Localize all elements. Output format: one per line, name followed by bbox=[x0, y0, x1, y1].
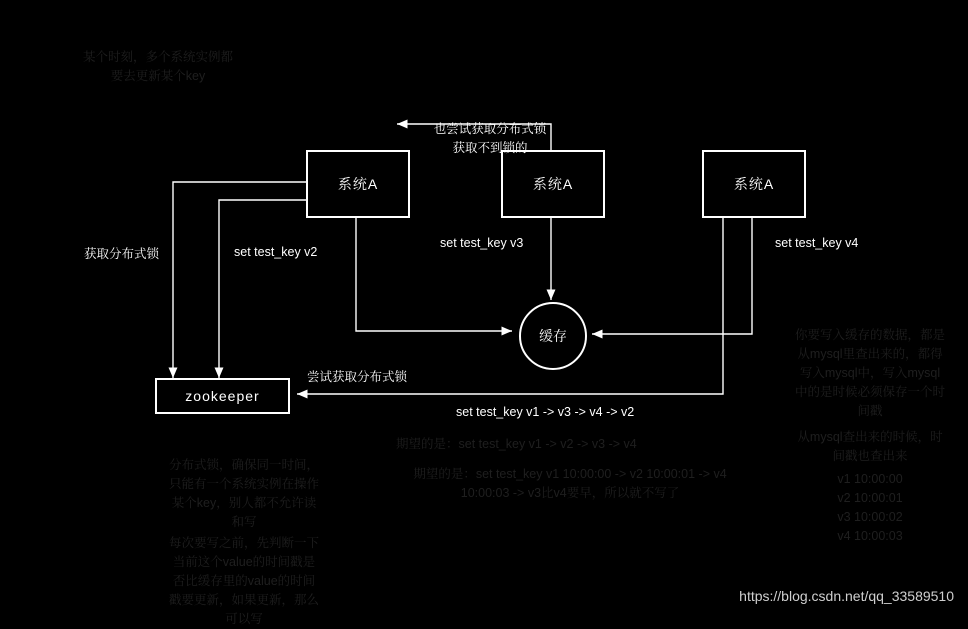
node-system-a-2[interactable] bbox=[501, 150, 605, 218]
edge-label-set-v2: set test_key v2 bbox=[234, 245, 318, 259]
watermark: https://blog.csdn.net/qq_33589510 bbox=[739, 588, 954, 604]
edge-label-set-v3: set test_key v3 bbox=[440, 236, 524, 250]
note-expected-timestamps: 期望的是：set test_key v1 10:00:00 -> v2 10:00:01 -> v4 10:00:03 -> v3比v4要早，所以就不写了 bbox=[413, 467, 727, 500]
node-system-a-3[interactable] bbox=[702, 150, 806, 218]
node-label: 系统A bbox=[337, 176, 379, 192]
note-left-distributed-lock: 分布式锁，确保同一时间， 只能有一个系统实例在操作 某个key，别人都不允许读 和写 bbox=[168, 458, 319, 529]
note-right-version-timestamps: v1 10:00:00 v2 10:00:01 v3 10:00:02 v4 10:00:03 bbox=[837, 472, 903, 543]
note-left-timestamp-check: 每次要写之前，先判断一下 当前这个value的时间戳是 否比缓存里的value的时间 戳要更新，如果更新，那么 可以写 bbox=[168, 536, 319, 626]
note-actual-order: set test_key v1 -> v3 -> v4 -> v2 bbox=[456, 405, 635, 419]
node-label: 系统A bbox=[532, 176, 574, 192]
node-label: 系统A bbox=[733, 176, 775, 192]
node-zookeeper[interactable] bbox=[155, 378, 290, 414]
edge-label-get-lock: 获取分布式锁 bbox=[84, 247, 160, 261]
node-label: 缓存 bbox=[539, 328, 567, 344]
edge-label-try-lock-top: 也尝试获取分布式锁 获取不到锁的 bbox=[433, 122, 547, 155]
node-cache[interactable] bbox=[519, 302, 587, 370]
note-right-mysql-read: 从mysql查出来的时候，时 间戳也查出来 bbox=[797, 430, 943, 463]
edge-label-set-v4: set test_key v4 bbox=[775, 236, 859, 250]
note-right-mysql-write: 你要写入缓存的数据，都是 从mysql里查出来的，都得 写入mysql中，写入mysql 中的是时候必须保存一个时 间戳 bbox=[794, 328, 945, 418]
note-expected-order: 期望的是：set test_key v1 -> v2 -> v3 -> v4 bbox=[396, 437, 637, 451]
note-top-left: 某个时刻，多个系统实例都 要去更新某个key bbox=[82, 50, 233, 83]
node-label: zookeeper bbox=[185, 388, 260, 404]
edge-label-try-lock-bottom: 尝试获取分布式锁 bbox=[307, 370, 408, 384]
node-system-a-1[interactable] bbox=[306, 150, 410, 218]
